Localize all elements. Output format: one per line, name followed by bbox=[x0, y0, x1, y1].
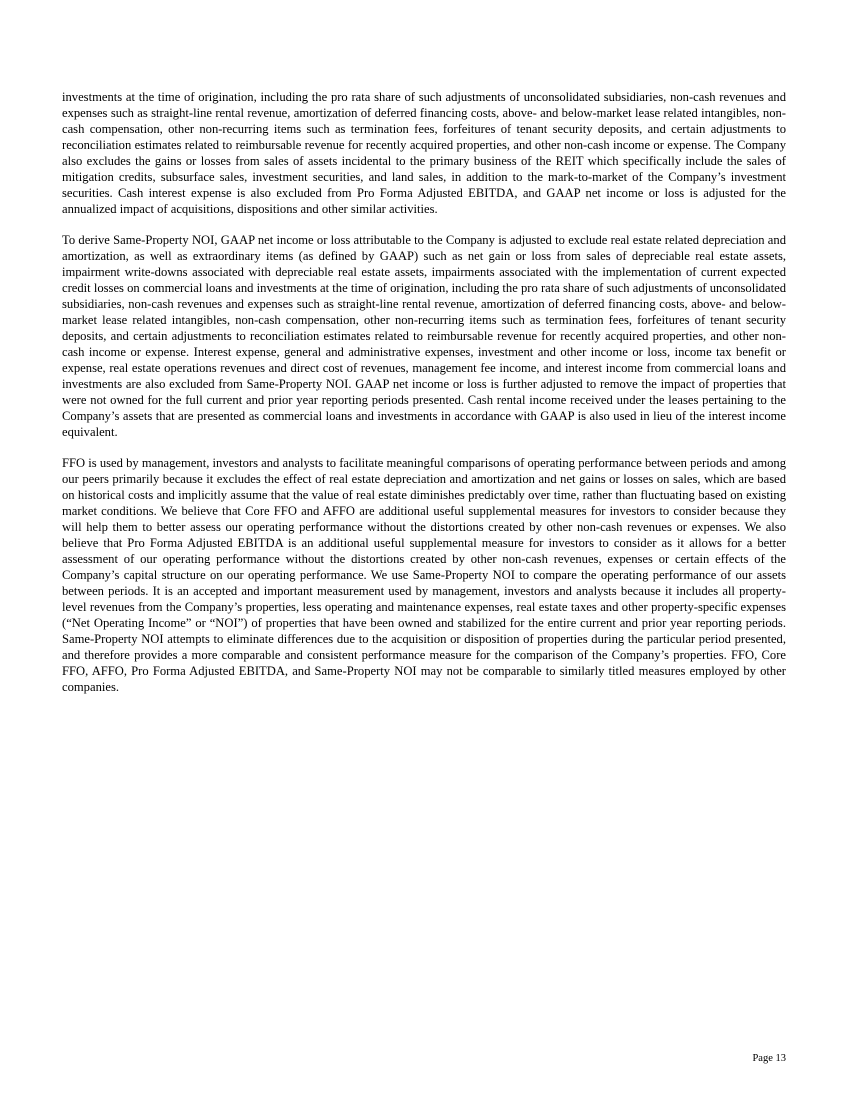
paragraph-same-property-noi: To derive Same-Property NOI, GAAP net income or loss attributable to the Company is adjusted to exclude real estate related depreciation and amortization, as well as extraordinary items (as defined by GAAP) such as net gain or loss from sales of depreciable real estate assets, impairment write-downs associated with depreciable real estate assets, impairments associated with the implementation of current expected credit losses on commercial loans and investments at the time of origination, including the pro rata share of such adjustments of unconsolidated subsidiaries, non-cash revenues and expenses such as straight-line rental revenue, amortization of deferred financing costs, above- and below-market lease related intangibles, non-cash compensation, other non-recurring items such as termination fees, forfeitures of tenant security deposits, and certain adjustments to reconciliation estimates related to reimbursable revenue for recently acquired properties, and other non-cash income or expense. Interest expense, general and administrative expenses, investment and other income or loss, income tax benefit or expense, real estate operations revenues and direct cost of revenues, management fee income, and interest income from commercial loans and investments are also excluded from Same-Property NOI. GAAP net income or loss is further adjusted to remove the impact of properties that were not owned for the full current and prior year reporting periods presented. Cash rental income received under the leases pertaining to the Company’s assets that are presented as commercial loans and investments in accordance with GAAP is also used in lieu of the interest income equivalent. bbox=[62, 233, 786, 439]
paragraph-ffo-usage: FFO is used by management, investors and analysts to facilitate meaningful comparisons of operating performance between periods and among our peers primarily because it excludes the effect of real estate depreciation and amortization and net gains or losses on sales, which are based on historical costs and implicitly assume that the value of real estate diminishes predictably over time, rather than fluctuating based on existing market conditions. We believe that Core FFO and AFFO are additional useful supplemental measures for investors to consider because they will help them to better assess our operating performance without the distortions created by other non-cash revenues or expenses. We also believe that Pro Forma Adjusted EBITDA is an additional useful supplemental measure for investors to consider as it allows for a better assessment of our operating performance without the distortions created by other non-cash revenues, expenses or certain effects of the Company’s capital structure on our operating performance. We use Same-Property NOI to compare the operating performance of our assets between periods. It is an accepted and important measurement used by management, investors and analysts because it includes all property-level revenues from the Company’s properties, less operating and maintenance expenses, real estate taxes and other property-specific expenses (“Net Operating Income” or “NOI”) of properties that have been owned and stabilized for the entire current and prior year reporting periods. Same-Property NOI attempts to eliminate differences due to the acquisition or disposition of properties during the particular period presented, and therefore provides a more comparable and consistent performance measure for the comparison of the Company’s properties. FFO, Core FFO, AFFO, Pro Forma Adjusted EBITDA, and Same-Property NOI may not be comparable to similarly titled measures employed by other companies. bbox=[62, 456, 786, 694]
paragraph-pro-forma-ebitda-continued: investments at the time of origination, including the pro rata share of such adjustments of unconsolidated subsidiaries, non-cash revenues and expenses such as straight-line rental revenue, amortization of deferred financing costs, above- and below-market lease related intangibles, non-cash compensation, other non-recurring items such as termination fees, forfeitures of tenant security deposits, and certain adjustments to reconciliation estimates related to reimbursable revenue for recently acquired properties, and other non-cash income or expense. The Company also excludes the gains or losses from sales of assets incidental to the primary business of the REIT which specifically include the sales of mitigation credits, subsurface sales, investment securities, and land sales, in addition to the mark-to-market of the Company’s investment securities. Cash interest expense is also excluded from Pro Forma Adjusted EBITDA, and GAAP net income or loss is adjusted for the annualized impact of acquisitions, dispositions and other similar activities. bbox=[62, 90, 786, 216]
document-body bbox=[62, 89, 786, 710]
page-number: Page 13 bbox=[752, 1053, 786, 1064]
